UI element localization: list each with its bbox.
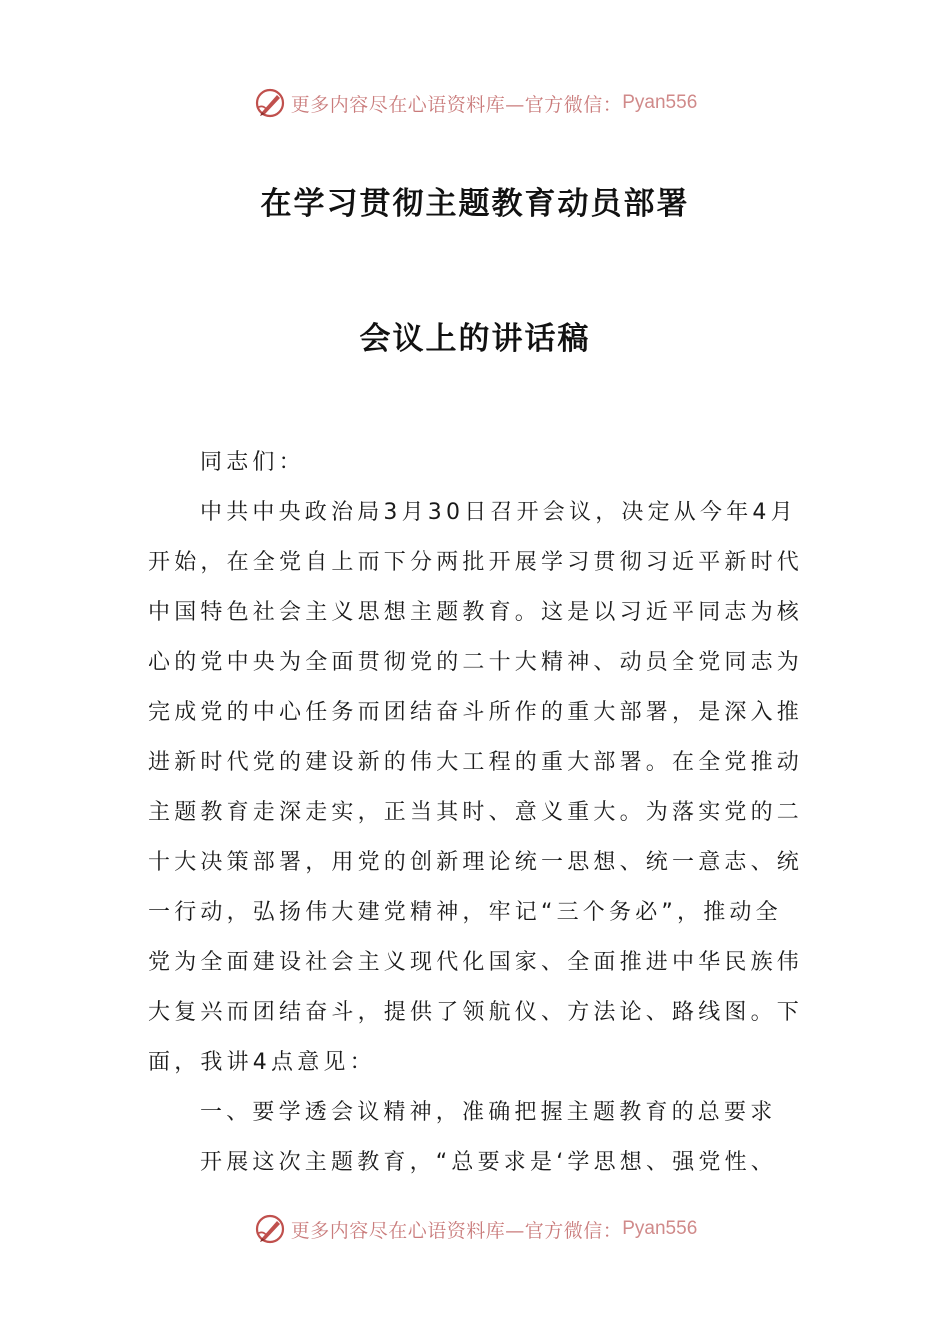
paragraph-line: 党为全面建设社会主义现代化国家、全面推进中华民族伟 [148, 950, 804, 975]
document-body [148, 438, 804, 1188]
paragraph-line: 面，我讲4点意见： [148, 1050, 376, 1075]
paragraph-line: 心的党中央为全面贯彻党的二十大精神、动员全党同志为 [148, 650, 804, 675]
watermark-wechat-id: Pyan556 [622, 1218, 698, 1239]
paragraph-line: 十大决策部署，用党的创新理论统一思想、统一意志、统 [148, 850, 804, 875]
salutation: 同志们： [200, 450, 305, 475]
watermark-footer [0, 1209, 950, 1249]
pen-logo-icon [253, 86, 287, 120]
paragraph-line: 进新时代党的建设新的伟大工程的重大部署。在全党推动 [148, 750, 804, 775]
pen-logo-icon [253, 1212, 287, 1246]
paragraph-line: 完成党的中心任务而团结奋斗所作的重大部署，是深入推 [148, 700, 804, 725]
section-heading: 一、要学透会议精神，准确把握主题教育的总要求 [200, 1100, 777, 1125]
paragraph-line: 中国特色社会主义思想主题教育。这是以习近平同志为核 [148, 600, 804, 625]
paragraph-line: 大复兴而团结奋斗，提供了领航仪、方法论、路线图。下 [148, 1000, 804, 1025]
paragraph-line: 中共中央政治局3月30日召开会议，决定从今年4月 [200, 500, 797, 525]
paragraph-line: 开始，在全党自上而下分两批开展学习贯彻习近平新时代 [148, 550, 804, 575]
watermark-wechat-id: Pyan556 [622, 92, 698, 113]
document-title-line-2: 会议上的讲话稿 [359, 321, 591, 357]
watermark-text: 更多内容尽在心语资料库—官方微信： [290, 93, 623, 116]
paragraph-line: 主题教育走深走实，正当其时、意义重大。为落实党的二 [148, 800, 804, 825]
paragraph-line: 一行动，弘扬伟大建党精神，牢记“三个务必”，推动全 [148, 900, 782, 925]
watermark-header [0, 83, 950, 123]
watermark-text: 更多内容尽在心语资料库—官方微信： [290, 1219, 623, 1242]
document-title-line-1: 在学习贯彻主题教育动员部署 [260, 186, 690, 222]
paragraph-line: 开展这次主题教育，“总要求是‘学思想、强党性、 [200, 1150, 777, 1175]
